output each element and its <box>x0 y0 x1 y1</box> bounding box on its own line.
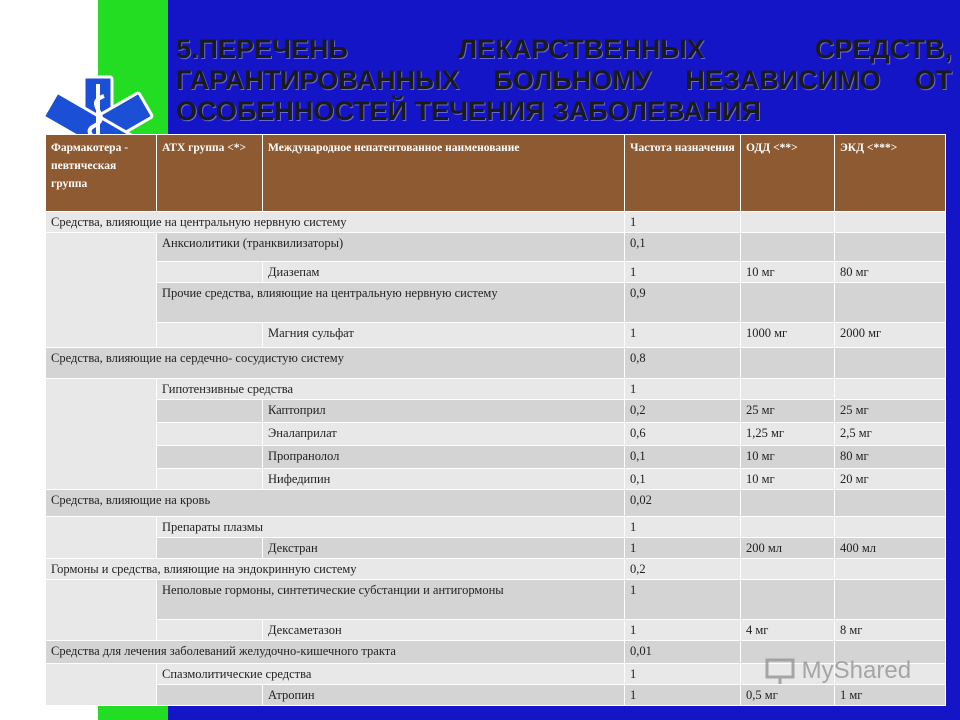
row-ekd: 400 мл <box>835 538 946 559</box>
row-freq: 1 <box>625 685 741 706</box>
watermark-text: MyShared <box>801 657 912 684</box>
myshared-watermark <box>765 656 945 696</box>
group-blank-cell <box>46 379 157 490</box>
title-line-2: ГАРАНТИРОВАННЫХ БОЛЬНОМУ НЕЗАВИСИМО ОТ <box>176 65 952 95</box>
group-blank-cell <box>46 664 157 706</box>
table-row <box>46 490 946 517</box>
group-blank-cell <box>46 517 157 559</box>
table-row <box>46 400 946 423</box>
header-inn: Международное непатентованное наименование <box>263 135 625 212</box>
header-ekd: ЭКД <***> <box>835 135 946 212</box>
drug-table <box>45 134 946 706</box>
table-row <box>46 423 946 446</box>
row-freq: 1 <box>625 580 741 620</box>
table-row <box>46 517 946 538</box>
row-name: Магния сульфат <box>263 323 625 348</box>
table-header-row <box>46 135 946 212</box>
group-blank-cell <box>46 233 157 348</box>
row-freq: 0,2 <box>625 559 741 580</box>
row-freq: 0,2 <box>625 400 741 423</box>
table-row <box>46 379 946 400</box>
row-odd: 1000 мг <box>741 323 835 348</box>
row-name: Гипотензивные средства <box>157 379 625 400</box>
row-odd: 10 мг <box>741 262 835 283</box>
row-name: Пропранолол <box>263 446 625 469</box>
row-name: Диазепам <box>263 262 625 283</box>
row-name: Каптоприл <box>263 400 625 423</box>
row-name: Прочие средства, влияющие на центральную нервную систему <box>157 283 625 323</box>
row-name: Средства, влияющие на сердечно- сосудистую систему <box>46 348 625 379</box>
row-name: Неполовые гормоны, синтетические субстанции и антигормоны <box>157 580 625 620</box>
table-row <box>46 446 946 469</box>
table-row <box>46 348 946 379</box>
row-name: Анксиолитики (транквилизаторы) <box>157 233 625 262</box>
row-freq: 0,1 <box>625 469 741 490</box>
group-blank-cell <box>46 580 157 641</box>
row-name: Гормоны и средства, влияющие на эндокринную систему <box>46 559 625 580</box>
row-odd: 25 мг <box>741 400 835 423</box>
row-freq: 0,02 <box>625 490 741 517</box>
row-freq: 0,6 <box>625 423 741 446</box>
presentation-icon <box>765 656 795 686</box>
row-freq: 0,01 <box>625 641 741 664</box>
row-name: Средства, влияющие на кровь <box>46 490 625 517</box>
row-odd: 10 мг <box>741 469 835 490</box>
row-freq: 1 <box>625 262 741 283</box>
row-ekd: 8 мг <box>835 620 946 641</box>
row-freq: 1 <box>625 379 741 400</box>
row-ekd: 2,5 мг <box>835 423 946 446</box>
row-freq: 0,1 <box>625 446 741 469</box>
table-row <box>46 620 946 641</box>
row-freq: 1 <box>625 538 741 559</box>
row-odd: 0,5 мг <box>741 685 835 706</box>
table-row <box>46 233 946 262</box>
row-freq: 1 <box>625 620 741 641</box>
title-line-1: 5.ПЕРЕЧЕНЬ ЛЕКАРСТВЕННЫХ СРЕДСТВ, <box>176 34 952 64</box>
row-freq: 0,8 <box>625 348 741 379</box>
row-freq: 1 <box>625 517 741 538</box>
table-row <box>46 538 946 559</box>
row-freq: 1 <box>625 212 741 233</box>
row-name: Декстран <box>263 538 625 559</box>
row-odd: 10 мг <box>741 446 835 469</box>
row-freq: 0,9 <box>625 283 741 323</box>
row-ekd: 80 мг <box>835 262 946 283</box>
row-freq: 1 <box>625 323 741 348</box>
row-freq: 0,1 <box>625 233 741 262</box>
row-name: Атропин <box>263 685 625 706</box>
table-row <box>46 559 946 580</box>
table-row <box>46 323 946 348</box>
slide-title <box>176 34 952 127</box>
header-freq: Частота назначения <box>625 135 741 212</box>
row-name: Эналаприлат <box>263 423 625 446</box>
table-row <box>46 283 946 323</box>
header-atx: АТХ группа <*> <box>157 135 263 212</box>
table-row <box>46 469 946 490</box>
row-odd: 200 мл <box>741 538 835 559</box>
header-odd: ОДД <**> <box>741 135 835 212</box>
row-odd: 1,25 мг <box>741 423 835 446</box>
table-row <box>46 212 946 233</box>
table-row <box>46 580 946 620</box>
row-ekd: 25 мг <box>835 400 946 423</box>
row-odd: 4 мг <box>741 620 835 641</box>
row-name: Нифедипин <box>263 469 625 490</box>
row-name: Спазмолитические средства <box>157 664 625 685</box>
row-ekd: 80 мг <box>835 446 946 469</box>
header-group: Фармакотера - певтическая группа <box>46 135 157 212</box>
row-ekd: 2000 мг <box>835 323 946 348</box>
row-name: Дексаметазон <box>263 620 625 641</box>
row-name: Средства, влияющие на центральную нервную систему <box>46 212 625 233</box>
title-line-3: ОСОБЕННОСТЕЙ ТЕЧЕНИЯ ЗАБОЛЕВАНИЯ <box>176 96 761 126</box>
table-row <box>46 262 946 283</box>
row-ekd: 20 мг <box>835 469 946 490</box>
row-freq: 1 <box>625 664 741 685</box>
row-name: Средства для лечения заболеваний желудочно-кишечного тракта <box>46 641 625 664</box>
row-name: Препараты плазмы <box>157 517 625 538</box>
row-ekd: 1 мг <box>835 685 946 706</box>
